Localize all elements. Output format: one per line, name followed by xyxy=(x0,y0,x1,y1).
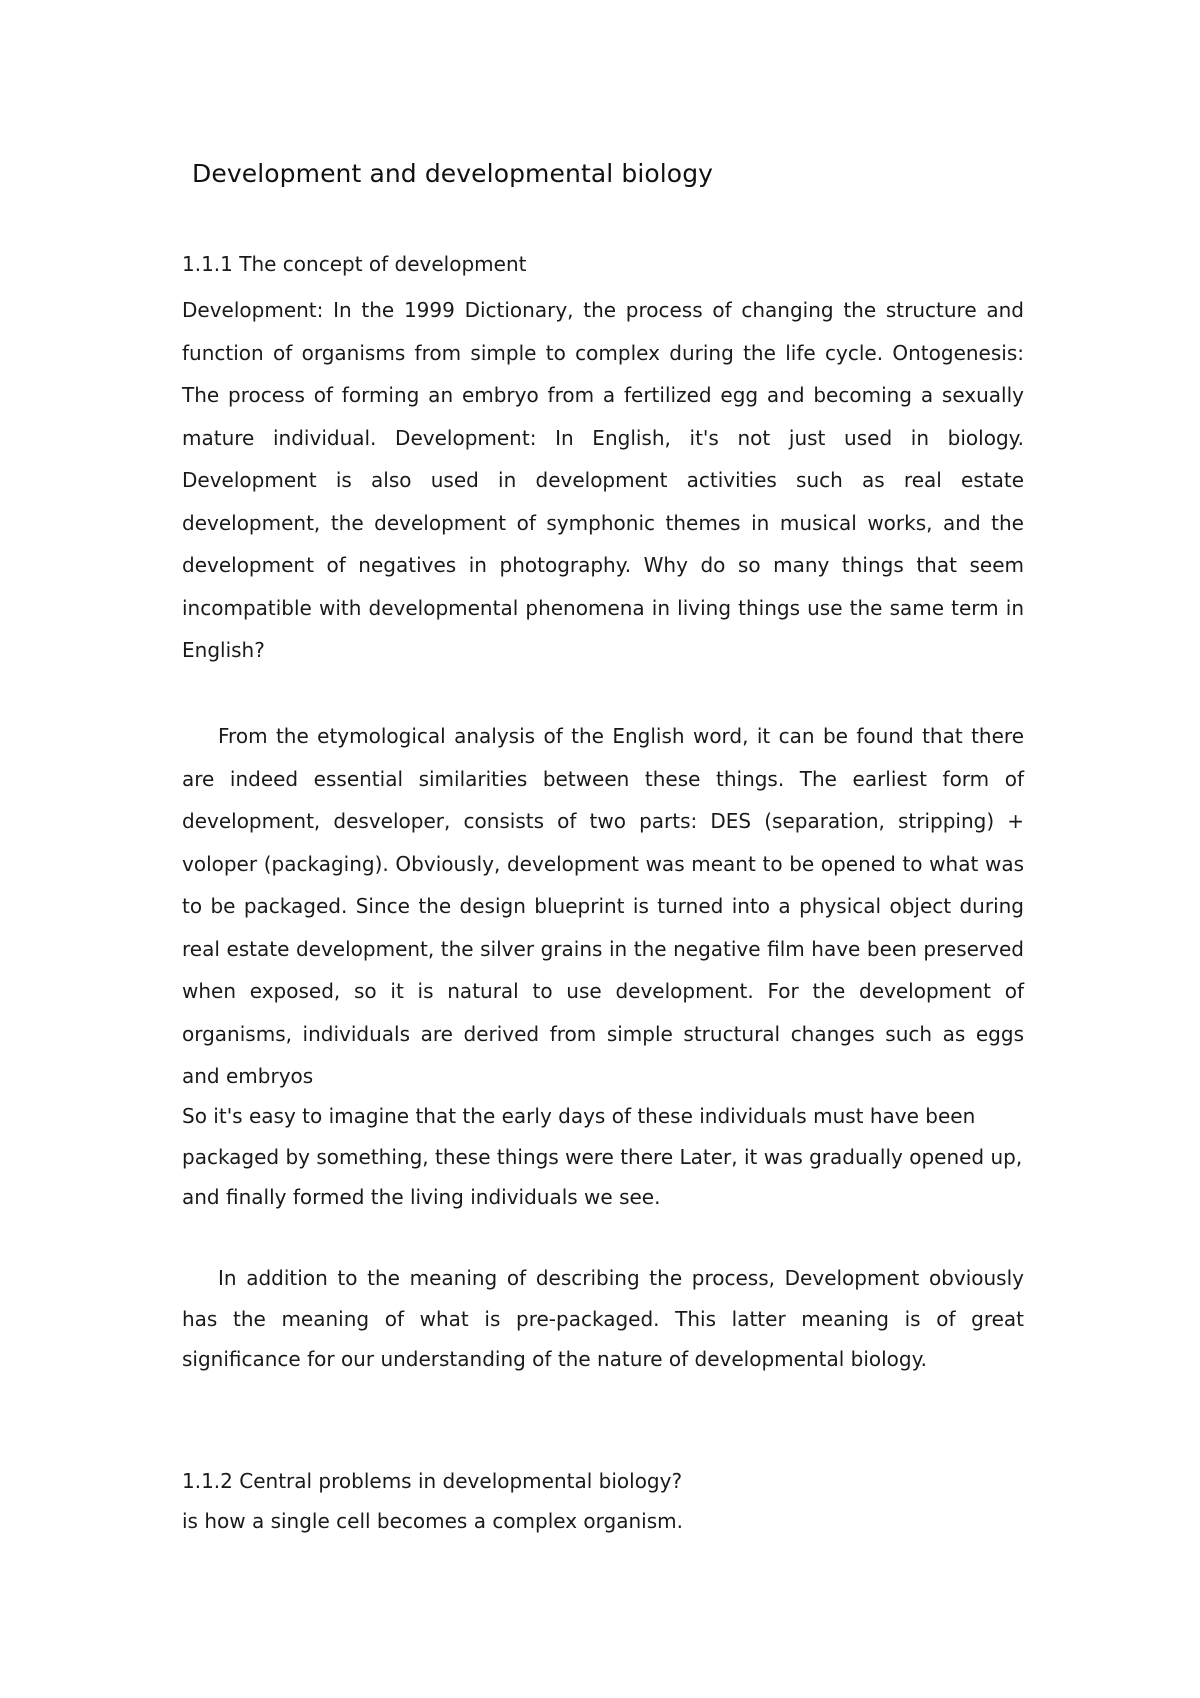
paragraph-etymology: From the etymological analysis of the English word, it can be found that there are indeed essential similarities between these things. The earliest form of development, desveloper, consists of two parts: DES (separation, stripping) + voloper (packaging). Obviously, development was meant to be opened to what was to be packaged. Since the design blueprint is turned into a physical object during real estate development, the silver grains in the negative film have been preserved when exposed, so it is natural to use development. For the development of organisms, individuals are derived from simple structural changes such as eggs and embryos xyxy=(182,724,1024,1088)
paragraph-imagine: So it's easy to imagine that the early days of these individuals must have been packaged by something, these things were there Later, it was gradually opened up, and finally formed the living individuals we see. xyxy=(182,1104,1023,1209)
document-title: Development and developmental biology xyxy=(192,159,714,188)
section-heading-concept: 1.1.1 The concept of development xyxy=(182,252,527,276)
section-heading-central-problems: 1.1.2 Central problems in developmental biology? xyxy=(182,1469,683,1493)
section-central-problems-text: is how a single cell becomes a complex organism. xyxy=(182,1509,683,1533)
paragraph-addition: In addition to the meaning of describing the process, Development obviously has the meaning of what is pre-packaged. This latter meaning is of great significance for our understanding of the nature of developmental biology. xyxy=(182,1266,1024,1371)
paragraph-definition: Development: In the 1999 Dictionary, the process of changing the structure and function of organisms from simple to complex during the life cycle. Ontogenesis: The process of forming an embryo from a fertilized egg and becoming a sexually mature individual. Development: In English, it's not just used in biology. Development is also used in development activities such as real estate development, the development of symphonic themes in musical works, and the development of negatives in photography. Why do so many things that seem incompatible with developmental phenomena in living things use the same term in English? xyxy=(182,298,1024,662)
